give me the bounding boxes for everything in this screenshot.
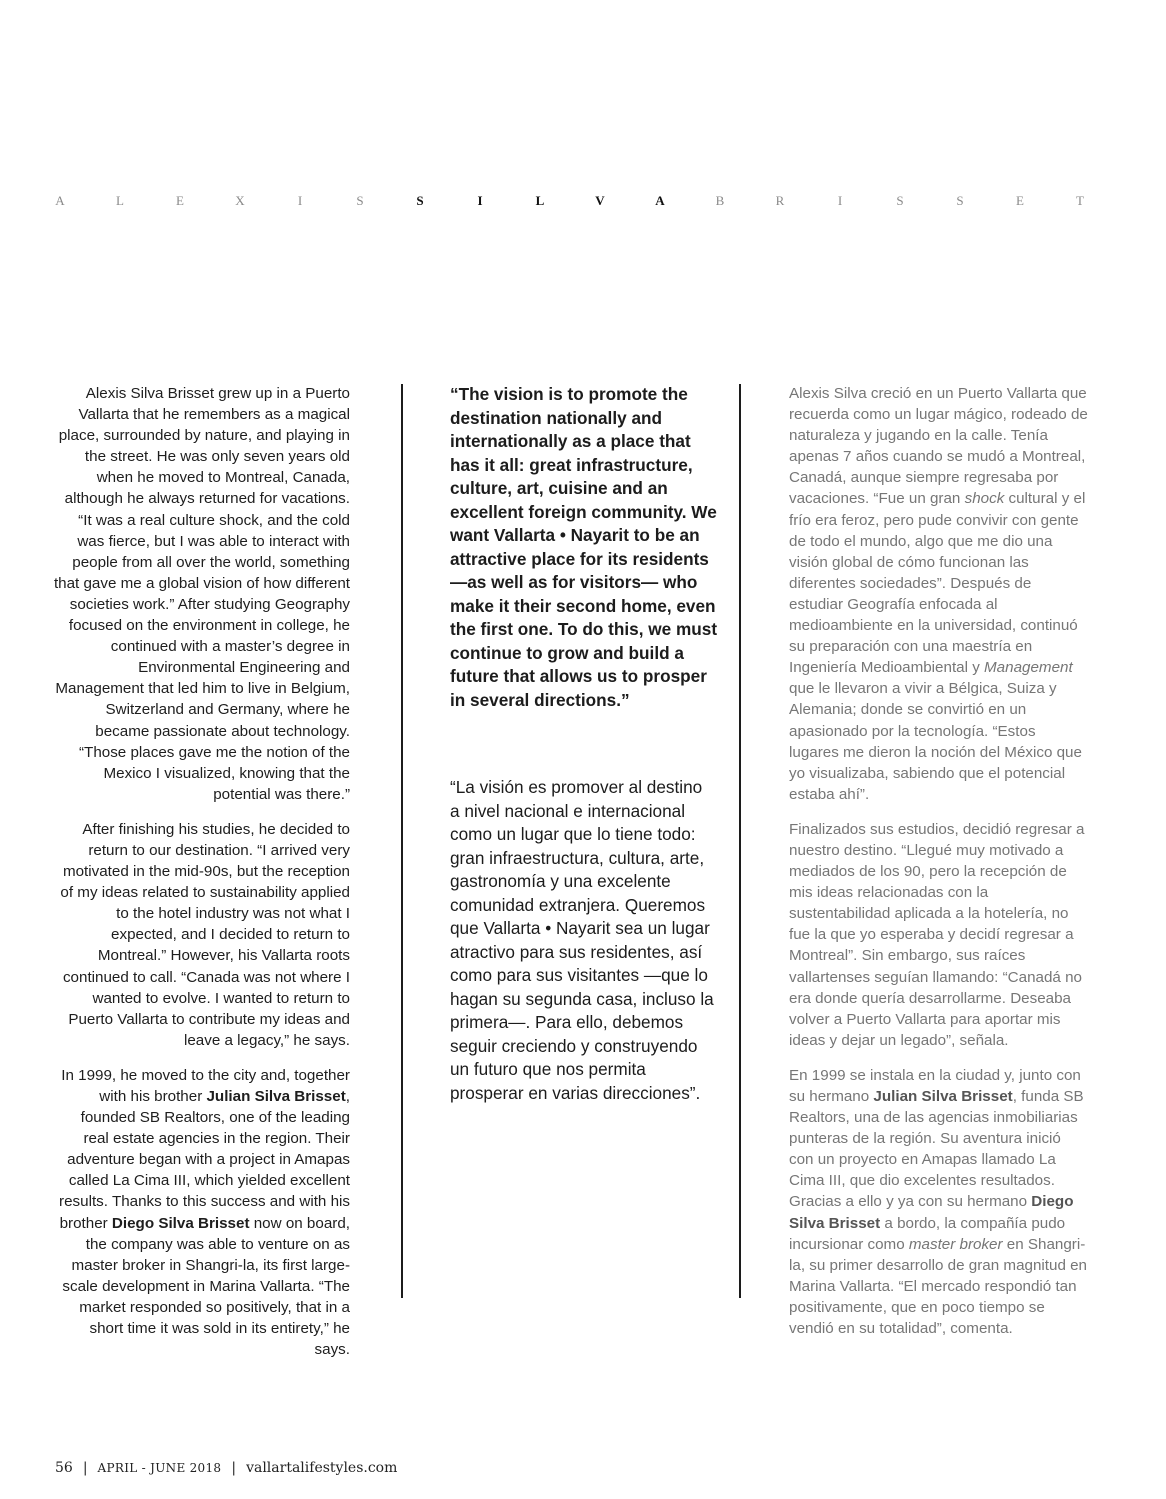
english-paragraph-1: Alexis Silva Brisset grew up in a Puerto Vallarta that he remembers as a magical place, surrounded by nature, and playing in the street. He was only seven years old when he moved to Montreal, Canada, although he always returned for vacations. “It was a real culture shock, and the cold was fierce, but I was able to interact with people from all over the world, something that gave me a global vision of how different societies work.” After studying Geography focused on the environment in college, he continued with a master’s degree in Environmental Engineering and Management that led him to live in Belgium, Switzerland and Germany, where he became passionate about technology. “Those places gave me the notion of the Mexico I visualized, knowing that the potential was there.” bbox=[53, 385, 350, 803]
header-letter: R bbox=[775, 193, 785, 208]
footer-separator: | bbox=[82, 1460, 88, 1476]
header-letter: X bbox=[235, 193, 245, 208]
header-letter: S bbox=[416, 193, 424, 208]
name-julian-es: Julian Silva Brisset bbox=[873, 1088, 1013, 1105]
spanish-column bbox=[789, 383, 1089, 1353]
header-letter: B bbox=[715, 193, 725, 208]
header-letter: E bbox=[176, 193, 184, 208]
header-letter: S bbox=[896, 193, 904, 208]
website-link[interactable]: vallartalifestyles.com bbox=[246, 1460, 398, 1476]
english-paragraph-2: After finishing his studies, he decided to return to our destination. “I arrived very motivated in the mid-90s, but the reception of my ideas related to sustainability applied to the hotel industry was not what I expected, and I decided to return to Montreal.” However, his Vallarta roots continued to call. “Canada was not where I wanted to evolve. I wanted to return to Puerto Vallarta to contribute my ideas and leave a legacy,” he says. bbox=[60, 820, 350, 1049]
header-letter: L bbox=[116, 193, 124, 208]
header-letter: I bbox=[477, 193, 483, 208]
right-divider-rule bbox=[739, 384, 741, 1298]
header-letter: T bbox=[1076, 193, 1084, 208]
pull-quote-spanish: “La visión es promover al destino a nivel nacional e internacional como un lugar que lo tiene todo: gran infraestructura, cultura, arte, gastronomía y una excelente comunidad extranjera. Queremos que Vallarta • Nayarit sea un lugar atractivo para sus residentes, así como para sus visitantes —que lo hagan su segunda casa, incluso la primera—. Para ello, debemos seguir creciendo y construyendo un futuro que nos permita prosperar en varias direcciones”. bbox=[450, 777, 714, 1103]
page-footer bbox=[55, 1460, 397, 1476]
name-julian: Julian Silva Brisset bbox=[206, 1088, 346, 1105]
english-paragraph-3: In 1999, he moved to the city and, together with his brother Julian Silva Brisset, founded SB Realtors, one of the leading real estate agencies in the region. Their adventure began with a project in Amapas called La Cima III, which yielded excellent results. Thanks to this success and with his brother Diego Silva Brisset now on board, the company was able to venture on as master broker in Shangri-la, its first large-scale development in Marina Vallarta. “The market responded so positively, that in a short time it was sold in its entirety,” he says. bbox=[59, 1066, 350, 1359]
spanish-paragraph-1: Alexis Silva creció en un Puerto Vallarta que recuerda como un lugar mágico, rodeado de naturaleza y jugando en la calle. Tenía apenas 7 años cuando se mudó a Montreal, Canadá, aunque siempre regresaba por vacaciones. “Fue un gran shock cultural y el frío era feroz, pero pude convivir con gente de todo el mundo, algo que me dio una visión global de cómo funcionan las diferentes sociedades”. Después de estudiar Geografía enfocada al medioambiente en la universidad, continuó su preparación con una maestría en Ingeniería Medioambiental y Management que le llevaron a vivir a Bélgica, Suiza y Alemania; donde se convirtió en un apasionado por la tecnología. “Estos lugares me dieron la noción del México que yo visualizaba, sabiendo que el potencial estaba ahí”. bbox=[789, 385, 1088, 803]
footer-separator: | bbox=[231, 1460, 237, 1476]
header-letter: L bbox=[535, 193, 545, 208]
header-letter: S bbox=[356, 193, 364, 208]
issue-date: APRIL - JUNE 2018 bbox=[97, 1461, 222, 1475]
spanish-paragraph-2: Finalizados sus estudios, decidió regresar a nuestro destino. “Llegué muy motivado a mediados de los 90, pero la recepción de mis ideas relacionadas con la sustentabilidad aplicada a la hotelería, no fue la que yo esperaba y decidí regresar a Montreal”. Sin embargo, sus raíces vallartenses seguían llamando: “Canadá no era donde quería desarrollarme. Deseaba volver a Puerto Vallarta para aportar mis ideas y dejar un legado”, señala. bbox=[789, 820, 1085, 1049]
header-letter: V bbox=[595, 193, 605, 208]
left-divider-rule bbox=[401, 384, 403, 1298]
header-letter: A bbox=[55, 193, 65, 208]
spaced-name-header bbox=[55, 193, 1085, 209]
header-letter: E bbox=[1016, 193, 1024, 208]
name-diego-es: Diego Silva Brisset bbox=[789, 1193, 1074, 1232]
english-column bbox=[52, 383, 350, 1374]
name-diego: Diego Silva Brisset bbox=[111, 1214, 250, 1232]
header-letter: A bbox=[655, 193, 665, 208]
pull-quote-english: “The vision is to promote the destination nationally and internationally as a place that has it all: great infrastructure, culture, art, cuisine and an excellent foreign community. We want Vallarta • Nayarit to be an attractive place for its residents—as well as for visitors— who make it their second home, even the first one. To do this, we must continue to grow and build a future that allows us to prosper in several directions.” bbox=[450, 384, 718, 710]
header-letter: I bbox=[297, 193, 303, 208]
spanish-paragraph-3: En 1999 se instala en la ciudad y, junto con su hermano Julian Silva Brisset, funda SB Realtors, una de las agencias inmobiliarias punteras de la región. Su aventura inició con un proyecto en Amapas llamado La Cima III, que dio excelentes resultados. Gracias a ello y ya con su hermano Diego Silva Brisset a bordo, la compañía pudo incursionar como master broker en Shangri-la, su primer desarrollo de gran magnitud en Marina Vallarta. “El mercado respondió tan positivamente, que en poco tiempo se vendió en su totalidad”, comenta. bbox=[789, 1066, 1088, 1338]
page-number: 56 bbox=[55, 1460, 73, 1476]
header-letter: S bbox=[956, 193, 964, 208]
header-letter: I bbox=[837, 193, 843, 208]
